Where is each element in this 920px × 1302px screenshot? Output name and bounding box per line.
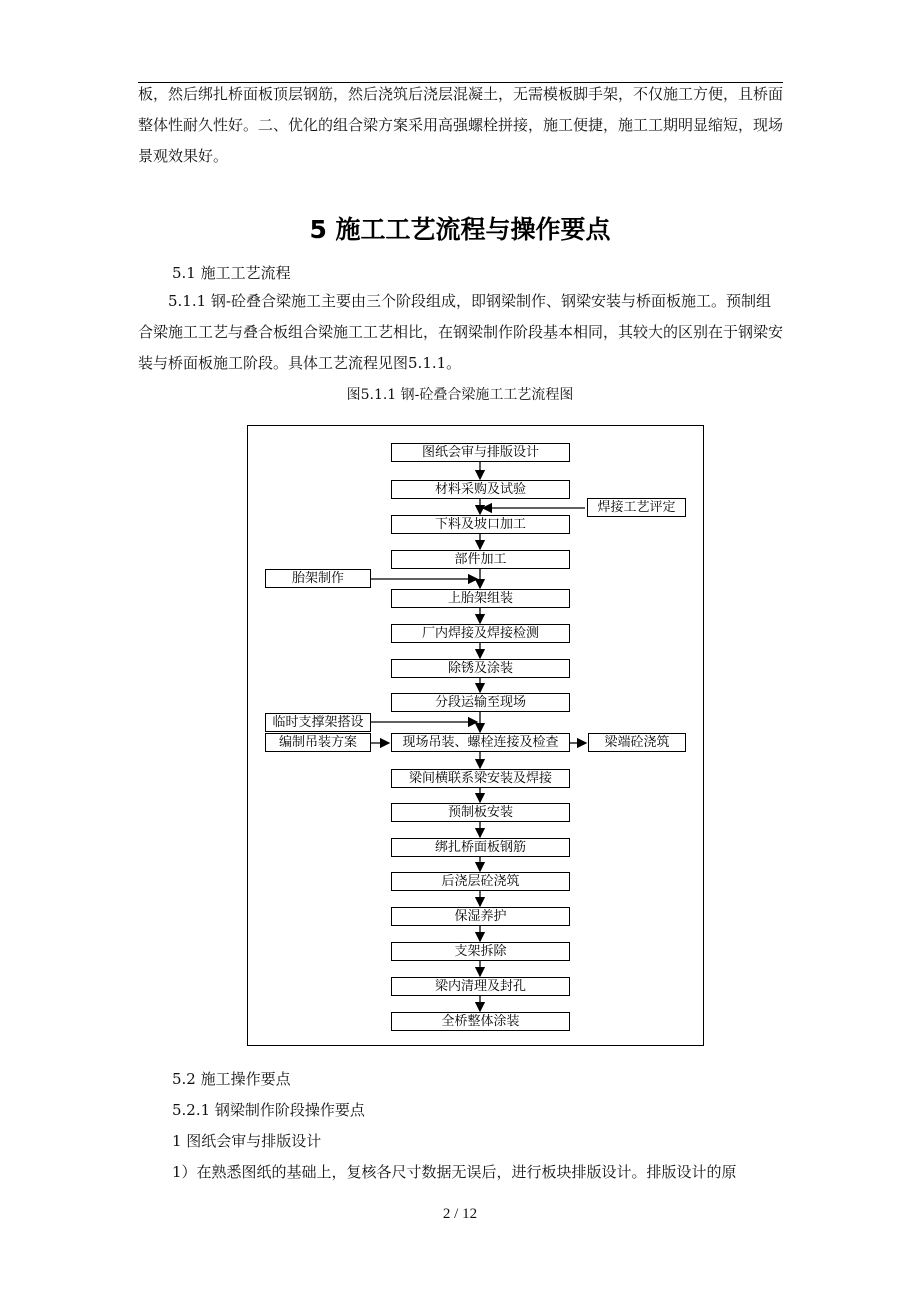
flow-side-temp-support: 临时支撑架搭设: [265, 713, 371, 732]
flow-step-6: 厂内焊接及焊接检测: [391, 624, 570, 643]
flow-step-15: 支架拆除: [391, 942, 570, 961]
flow-step-7: 除锈及涂装: [391, 659, 570, 678]
flow-step-2: 材料采购及试验: [391, 480, 570, 499]
flow-step-4: 部件加工: [391, 550, 570, 569]
flow-step-12: 绑扎桥面板钢筋: [391, 838, 570, 857]
flow-step-17: 全桥整体涂装: [391, 1012, 570, 1031]
section-5-1-1-paragraph: 5.1.1 钢-砼叠合梁施工主要由三个阶段组成，即钢梁制作、钢梁安装与桥面板施工。预制组合梁施工工艺与叠合板组合梁施工工艺相比，在钢梁制作阶段基本相同，其较大的区别在于钢梁安装与桥面板施工阶段。具体工艺流程见图5.1.1。: [138, 292, 784, 372]
section-5-2-heading: 5.2 施工操作要点: [172, 1070, 291, 1088]
flow-step-14: 保湿养护: [391, 907, 570, 926]
flow-step-11: 预制板安装: [391, 803, 570, 822]
flow-step-10: 梁间横联系梁安装及焊接: [391, 769, 570, 788]
flow-step-13: 后浇层砼浇筑: [391, 872, 570, 891]
intro-paragraph: 板，然后绑扎桥面板顶层钢筋，然后浇筑后浇层混凝土，无需模板脚手架，不仅施工方便，且桥面整体性耐久性好。二、优化的组合梁方案采用高强螺栓拼接，施工便捷，施工工期明显缩短，现场景观效果好。: [138, 85, 784, 165]
flow-side-jig-make: 胎架制作: [265, 569, 371, 588]
flow-step-9: 现场吊装、螺栓连接及检查: [391, 733, 570, 752]
flow-side-lift-plan: 编制吊装方案: [265, 733, 371, 752]
flow-side-weld-eval: 焊接工艺评定: [587, 498, 686, 517]
figure-caption: 图5.1.1 钢-砼叠合梁施工工艺流程图: [346, 387, 574, 403]
chapter-title: 5 施工工艺流程与操作要点: [309, 215, 611, 244]
page-number: 2 / 12: [442, 1206, 478, 1222]
flow-step-8: 分段运输至现场: [391, 693, 570, 712]
flow-step-1: 图纸会审与排版设计: [391, 443, 570, 462]
flow-step-5: 上胎架组装: [391, 589, 570, 608]
flow-step-3: 下料及坡口加工: [391, 515, 570, 534]
section-5-1-heading: 5.1 施工工艺流程: [172, 264, 291, 282]
item-1-heading: 1 图纸会审与排版设计: [172, 1132, 322, 1150]
section-5-2-1-heading: 5.2.1 钢梁制作阶段操作要点: [172, 1101, 365, 1119]
item-1-1-text: 1）在熟悉图纸的基础上，复核各尺寸数据无误后，进行板块排版设计。排版设计的原: [172, 1163, 737, 1181]
flow-step-16: 梁内清理及封孔: [391, 977, 570, 996]
flow-side-end-pour: 梁端砼浇筑: [588, 733, 686, 752]
